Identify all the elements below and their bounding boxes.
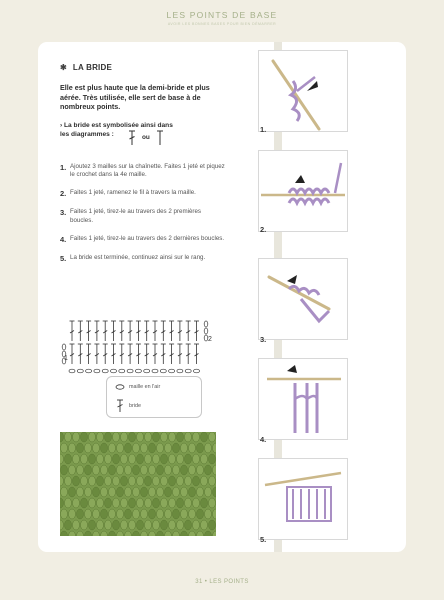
symbol-note-line1: › La bride est symbolisée ainsi dans (60, 121, 173, 129)
legend-row-chain (115, 384, 160, 390)
hook-illustration-2 (259, 151, 347, 231)
hook-illustration-1 (259, 51, 347, 131)
step-figure-2 (258, 150, 348, 232)
instructions-column (60, 63, 250, 273)
figure-number-4: 4. (260, 435, 267, 444)
legend-row-treble (115, 399, 141, 413)
steps-list (60, 163, 250, 264)
figure-number-3: 3. (260, 335, 267, 344)
step-number: 3. (60, 208, 67, 218)
step-text: La bride est terminée, continuez ainsi sur le rang. (70, 254, 206, 262)
hook-illustration-5 (259, 459, 347, 539)
row-label-2: 2 (208, 336, 212, 343)
step-item (60, 254, 250, 263)
header-subtitle: AVOIR LES BONNES BASES POUR BIEN DÉMARRER (167, 22, 277, 26)
step-number: 5. (60, 254, 67, 264)
symbol-note (60, 121, 250, 139)
intro-paragraph: Elle est plus haute que la demi-bride et plus aérée. Très utilisée, elle sert de base à de nombreux points. (60, 83, 210, 111)
step-item (60, 208, 250, 225)
legend-chain-label: maille en l'air (129, 384, 161, 390)
step-text: Ajoutez 3 mailles sur la chaînette. Faites 1 jeté et piquez le crochet dans la 4e maille. (70, 162, 225, 178)
symbol-note-line2: les diagrammes : (60, 130, 114, 138)
step-number: 1. (60, 162, 67, 172)
figure-number-2: 2. (260, 225, 267, 234)
step-item (60, 189, 250, 198)
step-figure-1 (258, 50, 348, 132)
step-item (60, 163, 250, 180)
step-text: Faites 1 jeté, tirez-le au travers des 2 dernières boucles. (70, 235, 225, 243)
legend-treble-label: bride (129, 403, 141, 409)
content-card (38, 42, 406, 552)
header-title: LES POINTS DE BASE (166, 10, 278, 20)
figure-number-5: 5. (260, 535, 267, 544)
symbol-glyphs (128, 130, 164, 146)
hook-illustration-4 (259, 359, 347, 439)
swatch-photo (60, 432, 216, 536)
figure-number-1: 1. (260, 125, 267, 134)
page-header (0, 10, 444, 26)
page-footer: 31 • LES POINTS (195, 579, 249, 585)
treble-symbol-icon (128, 130, 136, 146)
section-title-row (60, 63, 250, 72)
section-title: LA BRIDE (72, 63, 112, 72)
stitch-diagram (58, 316, 218, 376)
step-number: 4. (60, 235, 67, 245)
star-icon: ✱ (60, 63, 67, 72)
step-figure-4 (258, 358, 348, 440)
step-text: Faites 1 jeté, ramenez le fil à travers la maille. (70, 189, 196, 197)
step-text: Faites 1 jeté, tirez-le au travers des 2 premières boucles. (70, 208, 202, 224)
hook-illustration-3 (259, 259, 347, 339)
step-number: 2. (60, 189, 67, 199)
chain-stitch-icon (115, 384, 125, 390)
symbol-or: ou (142, 134, 150, 141)
step-figure-3 (258, 258, 348, 340)
step-figure-5 (258, 458, 348, 540)
swatch-texture (60, 432, 216, 536)
diagram-legend (106, 376, 202, 418)
treble-symbol-alt-icon (156, 130, 164, 146)
treble-stitch-icon (115, 399, 125, 413)
row-label-1: 1 (64, 355, 68, 362)
step-item (60, 235, 250, 244)
